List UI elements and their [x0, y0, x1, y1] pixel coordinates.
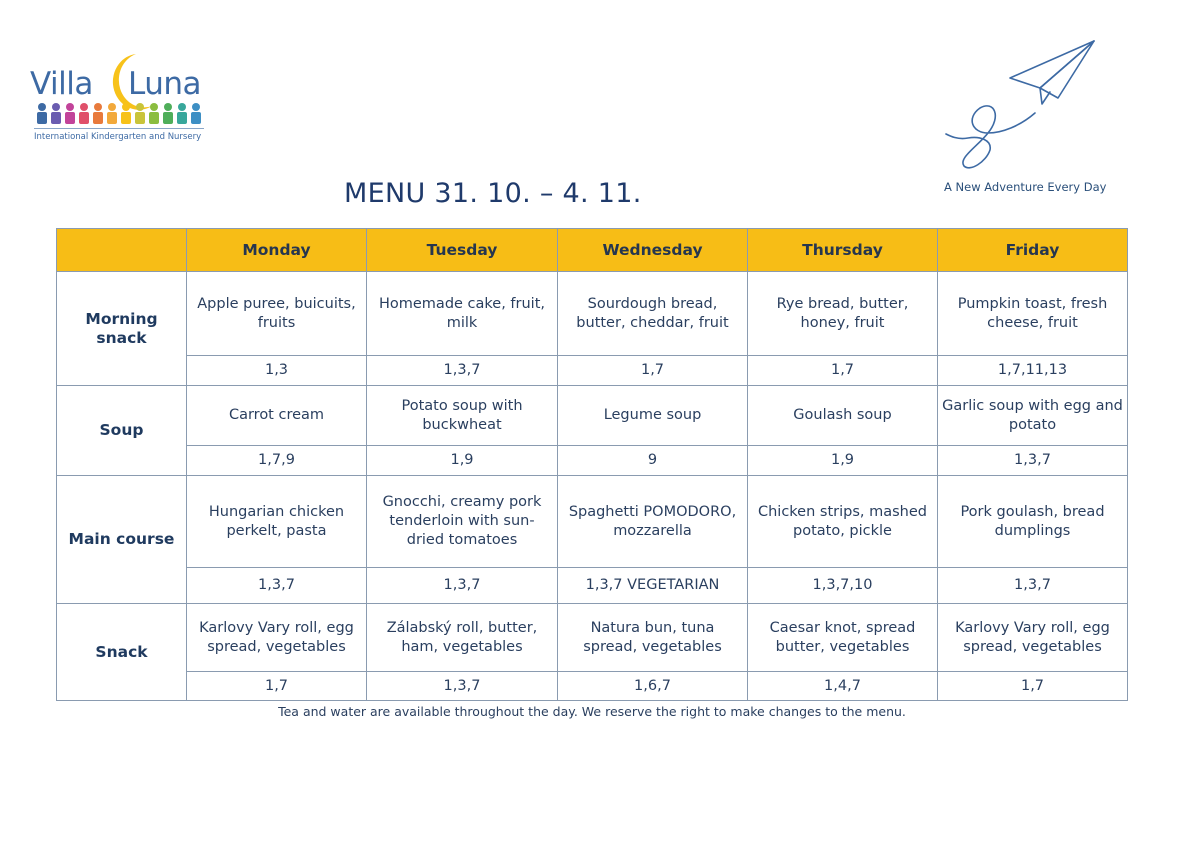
corner-cell	[57, 229, 187, 272]
allergen-cell: 1,3,7	[938, 568, 1128, 604]
paper-plane-icon	[940, 38, 1110, 173]
dish-cell: Garlic soup with egg and potato	[938, 386, 1128, 446]
allergen-cell: 9	[558, 446, 748, 476]
table-row	[57, 476, 1128, 568]
dish-cell: Karlovy Vary roll, egg spread, vegetables	[187, 604, 367, 672]
brand-tagline: A New Adventure Every Day	[944, 180, 1107, 194]
logo-tagline: International Kindergarten and Nursery	[34, 132, 202, 142]
day-header-monday: Monday	[187, 229, 367, 272]
row-label-snack: Snack	[57, 604, 187, 701]
allergen-cell: 1,9	[367, 446, 558, 476]
dish-cell: Karlovy Vary roll, egg spread, vegetables	[938, 604, 1128, 672]
allergen-cell: 1,3,7	[187, 568, 367, 604]
allergen-cell: 1,7,11,13	[938, 356, 1128, 386]
allergen-row	[57, 568, 1128, 604]
allergen-cell: 1,7,9	[187, 446, 367, 476]
dish-cell: Pumpkin toast, fresh cheese, fruit	[938, 272, 1128, 356]
day-header-wednesday: Wednesday	[558, 229, 748, 272]
dish-cell: Sourdough bread, butter, cheddar, fruit	[558, 272, 748, 356]
logo-divider	[34, 128, 204, 129]
day-header-friday: Friday	[938, 229, 1128, 272]
table-row	[57, 604, 1128, 672]
dish-cell: Potato soup with buckwheat	[367, 386, 558, 446]
children-figures-icon	[34, 102, 206, 126]
allergen-cell: 1,7	[187, 672, 367, 701]
dish-cell: Gnocchi, creamy pork tenderloin with sun-dried tomatoes	[367, 476, 558, 568]
allergen-cell: 1,3,7	[367, 672, 558, 701]
dish-cell: Chicken strips, mashed potato, pickle	[748, 476, 938, 568]
dish-cell: Legume soup	[558, 386, 748, 446]
day-header-tuesday: Tuesday	[367, 229, 558, 272]
allergen-cell: 1,7	[938, 672, 1128, 701]
allergen-cell: 1,7	[558, 356, 748, 386]
table-row	[57, 386, 1128, 446]
allergen-row	[57, 356, 1128, 386]
allergen-cell: 1,3,7 VEGETARIAN	[558, 568, 748, 604]
allergen-cell: 1,3,7	[938, 446, 1128, 476]
allergen-cell: 1,9	[748, 446, 938, 476]
allergen-row	[57, 672, 1128, 701]
dish-cell: Spaghetti POMODORO, mozzarella	[558, 476, 748, 568]
allergen-cell: 1,4,7	[748, 672, 938, 701]
row-label-soup: Soup	[57, 386, 187, 476]
dish-cell: Hungarian chicken perkelt, pasta	[187, 476, 367, 568]
footer-note: Tea and water are available throughout the day. We reserve the right to make changes to the menu.	[278, 704, 906, 719]
dish-cell: Caesar knot, spread butter, vegetables	[748, 604, 938, 672]
allergen-cell: 1,3,7	[367, 568, 558, 604]
dish-cell: Homemade cake, fruit, milk	[367, 272, 558, 356]
allergen-cell: 1,3,7,10	[748, 568, 938, 604]
allergen-cell: 1,3,7	[367, 356, 558, 386]
allergen-row	[57, 446, 1128, 476]
allergen-cell: 1,3	[187, 356, 367, 386]
table-header-row	[57, 229, 1128, 272]
day-header-thursday: Thursday	[748, 229, 938, 272]
logo-word-villa: Villa	[30, 66, 93, 102]
villa-luna-logo	[28, 52, 218, 152]
allergen-cell: 1,6,7	[558, 672, 748, 701]
table-row	[57, 272, 1128, 356]
dish-cell: Goulash soup	[748, 386, 938, 446]
dish-cell: Pork goulash, bread dumplings	[938, 476, 1128, 568]
dish-cell: Carrot cream	[187, 386, 367, 446]
logo-word-luna: Luna	[128, 66, 202, 102]
allergen-cell: 1,7	[748, 356, 938, 386]
row-label-main-course: Main course	[57, 476, 187, 604]
dish-cell: Apple puree, buicuits, fruits	[187, 272, 367, 356]
dish-cell: Rye bread, butter, honey, fruit	[748, 272, 938, 356]
row-label-morning-snack: Morning snack	[57, 272, 187, 386]
weekly-menu-table	[56, 228, 1128, 701]
dish-cell: Zálabský roll, butter, ham, vegetables	[367, 604, 558, 672]
dish-cell: Natura bun, tuna spread, vegetables	[558, 604, 748, 672]
menu-title: MENU 31. 10. – 4. 11.	[344, 178, 642, 209]
